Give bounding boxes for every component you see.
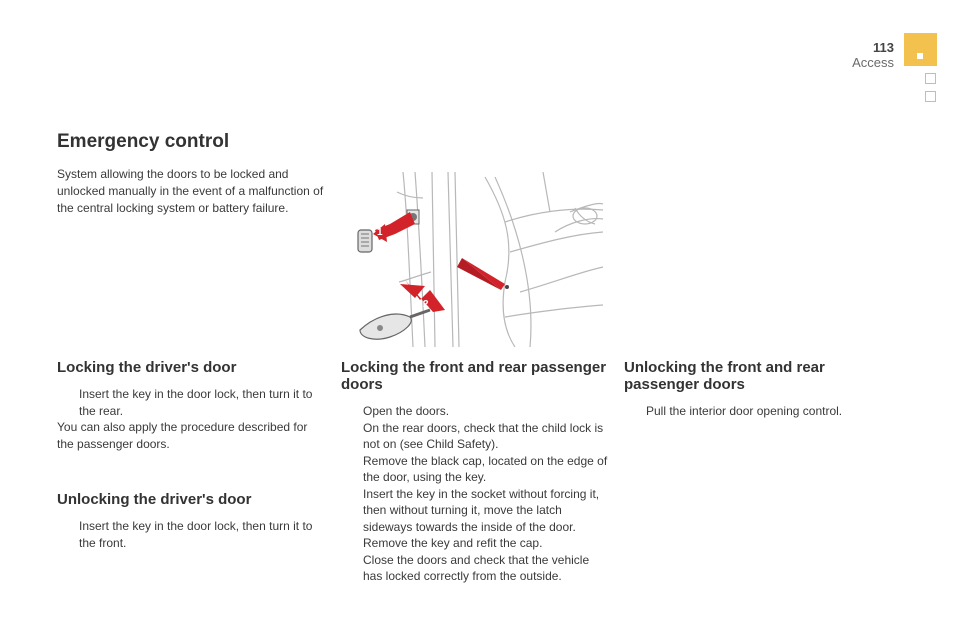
list-item-text: Insert the key in the socket without forcing it, then without turning it, move the latch sideways towards the inside of the door.	[363, 486, 600, 534]
instruction-list	[57, 518, 317, 551]
list-item-text: Remove the key and refit the cap.	[363, 536, 543, 550]
list-item	[341, 420, 609, 453]
list-item-text: Insert the key in the door lock, then turn it to the rear.	[79, 387, 313, 418]
page-number: 113	[873, 40, 894, 55]
chapter-tab[interactable]	[925, 73, 936, 84]
tab-dot	[917, 53, 923, 59]
section-lock-passenger-doors	[341, 359, 609, 585]
instruction-list	[624, 403, 884, 420]
list-item	[624, 403, 884, 420]
chapter-tab[interactable]	[925, 91, 936, 102]
key-fob-icon	[360, 310, 430, 339]
instruction-list	[341, 403, 609, 585]
latch-arrow-icon	[457, 258, 509, 290]
instruction-list	[57, 386, 317, 419]
list-item-text: Open the doors.	[363, 404, 450, 418]
list-item-text: Close the doors and check that the vehicle has locked correctly from the outside.	[363, 552, 590, 583]
page-title: Emergency control	[57, 131, 230, 152]
callout-2: 2	[423, 299, 429, 310]
intro-text: System allowing the doors to be locked and unlocked manually in the event of a malfunction of the central locking system or battery failure.	[57, 167, 324, 215]
chapter-name: Access	[852, 55, 894, 70]
list-item	[57, 518, 317, 551]
list-item-text: Insert the key in the door lock, then turn it to the front.	[79, 519, 313, 550]
section-title: Unlocking the driver's door	[57, 491, 252, 508]
note-text: You can also apply the procedure described for the passenger doors.	[57, 420, 308, 451]
list-item-text: On the rear doors, check that the child lock is not on (see Child Safety).	[363, 420, 604, 451]
section-title: Locking the driver's door	[57, 359, 237, 376]
list-item	[341, 552, 609, 585]
door-illustration	[355, 172, 605, 347]
section-unlock-passenger-doors	[624, 359, 884, 420]
list-item	[341, 535, 609, 552]
section-title: Unlocking the front and rear passenger doors	[624, 359, 825, 393]
list-item-text: Remove the black cap, located on the edge of the door, using the key.	[363, 453, 608, 484]
section-lock-driver-door	[57, 359, 317, 452]
section-unlock-driver-door	[57, 491, 317, 551]
callout-1: 1	[377, 227, 383, 238]
section-title: Locking the front and rear passenger doors	[341, 359, 607, 393]
door-lock-diagram	[355, 172, 605, 347]
list-item	[341, 403, 609, 420]
list-item	[341, 486, 609, 536]
list-item	[57, 386, 317, 419]
list-item-text: Pull the interior door opening control.	[646, 404, 843, 418]
list-item	[341, 453, 609, 486]
chapter-tab-active[interactable]	[904, 33, 937, 66]
